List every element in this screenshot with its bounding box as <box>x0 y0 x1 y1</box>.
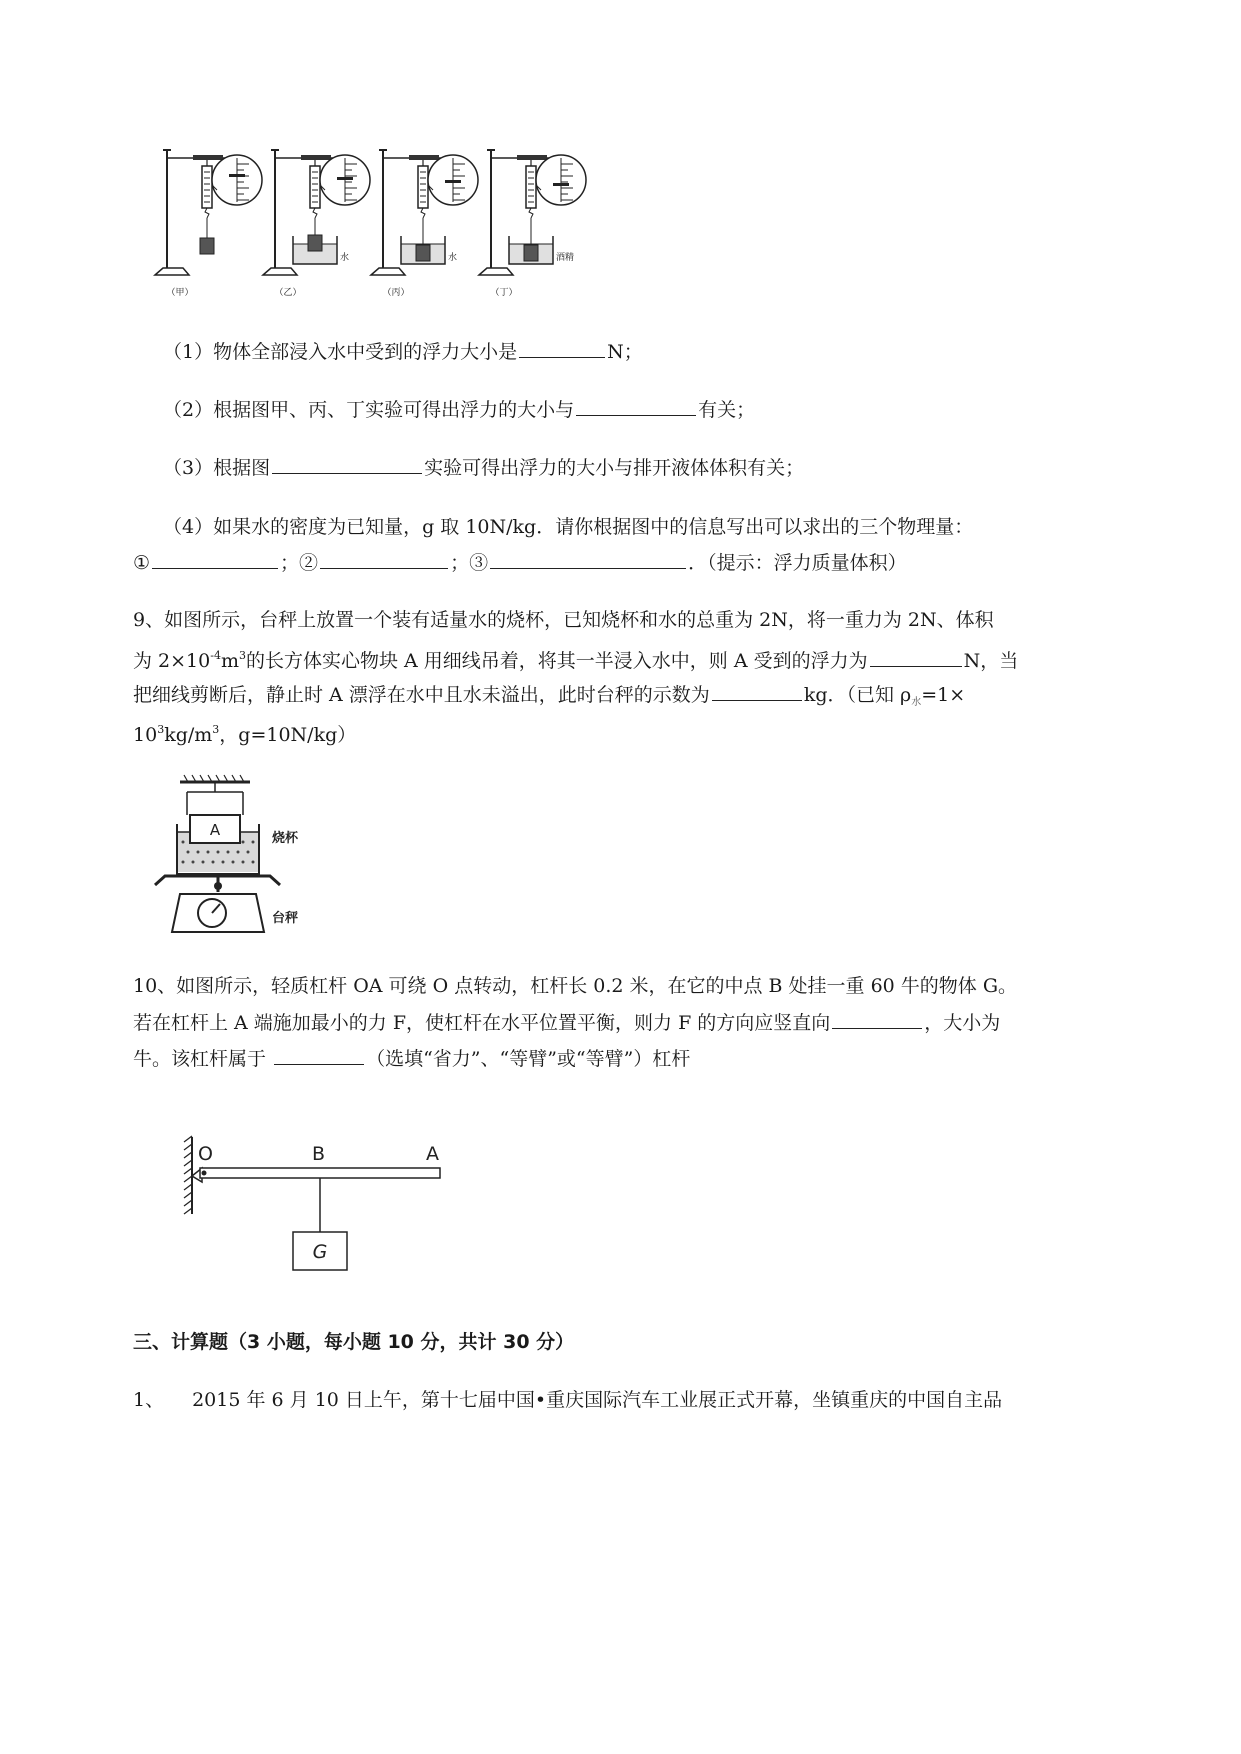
beaker-label: 烧杯 <box>272 831 299 846</box>
q8-part1: （1）物体全部浸入水中受到的浮力大小是 N； <box>163 337 643 366</box>
lever-figure <box>180 1132 460 1282</box>
q8-part2-blank[interactable] <box>576 395 696 416</box>
setup-1 <box>155 150 262 298</box>
q8-part3-blank[interactable] <box>272 453 422 474</box>
q8-part2: （2）根据图甲、丙、丁实验可得出浮力的大小与 有关； <box>163 395 755 424</box>
q8-part4-line1: （4）如果水的密度为已知量，g 取 10N/kg．请你根据图中的信息写出可以求出的三个物理量： <box>163 516 974 538</box>
q8-part3: （3）根据图 实验可得出浮力的大小与排开液体体积有关； <box>163 453 804 482</box>
q9-buoyancy-blank[interactable] <box>870 646 962 667</box>
q10-lever-type-blank[interactable] <box>274 1044 364 1065</box>
section3-q1: 1、 2015 年 6 月 10 日上午，第十七届中国•重庆国际汽车工业展正式开幕，坐镇重庆的中国自主品 <box>133 1389 1003 1411</box>
lever-o-label: O <box>198 1143 213 1165</box>
liquid-label: 水 <box>340 253 350 263</box>
q9-line3: 把细线剪断后，静止时 A 漂浮在水中且水未溢出，此时台秤的示数为 kg．（已知 $\rho_水=1\times$ <box>133 680 965 717</box>
setup-3 <box>371 150 478 298</box>
setup-label: （丙） <box>382 288 410 298</box>
q10-direction-blank[interactable] <box>832 1008 922 1029</box>
section3-heading: 三、计算题（3 小题，每小题 10 分，共计 30 分） <box>133 1331 575 1353</box>
beaker-scale-figure <box>150 770 350 940</box>
lever-b-label: B <box>312 1143 326 1165</box>
q10-line3: 牛。该杠杆属于 （选填“省力”、“等臂”或“等臂”）杠杆 <box>133 1044 690 1073</box>
q10-line1: 10、如图所示，轻质杠杆 OA 可绕 O 点转动，杠杆长 0.2 米，在它的中点 B 处挂一重 60 牛的物体 G。 <box>133 975 1018 997</box>
lever-a-label: A <box>426 1143 439 1165</box>
buoyancy-experiment-figure <box>150 140 650 340</box>
setup-label: （甲） <box>166 288 194 298</box>
q8-part4-blank2[interactable] <box>320 548 448 569</box>
q10-line2: 若在杠杆上 A 端施加最小的力 F，使杠杆在水平位置平衡，则力 F 的方向应竖直向 ，大小为 <box>133 1008 1000 1037</box>
setup-4 <box>479 150 586 298</box>
setup-label: （丁） <box>490 288 518 298</box>
q9-scale-blank[interactable] <box>712 680 802 701</box>
block-a-label: A <box>209 821 221 839</box>
setup-2 <box>263 150 370 298</box>
liquid-label: 水 <box>448 253 458 263</box>
q8-part1-blank[interactable] <box>519 337 605 358</box>
q9-line2: 为 $2\times 10^{-4}m^3$的长方体实心物块 A 用细线吊着，将其一半浸入水中，则 A 受到的浮力为 N，当 <box>133 642 1018 675</box>
q9-line4: $10^3kg/m^3$，g=10N/kg） <box>133 723 357 746</box>
q8-part4-line2: ① ；② ；③ ．（提示：浮力质量体积） <box>133 548 907 577</box>
q9-line1: 9、如图所示，台秤上放置一个装有适量水的烧杯，已知烧杯和水的总重为 2N，将一重力为 2N、体积 <box>133 609 994 631</box>
q8-part4-blank1[interactable] <box>152 548 278 569</box>
lever-g-label: G <box>312 1241 328 1263</box>
scale-label: 台秤 <box>272 911 299 926</box>
q8-part4-blank3[interactable] <box>490 548 686 569</box>
liquid-label: 酒精 <box>556 253 575 263</box>
setup-label: （乙） <box>274 288 302 298</box>
